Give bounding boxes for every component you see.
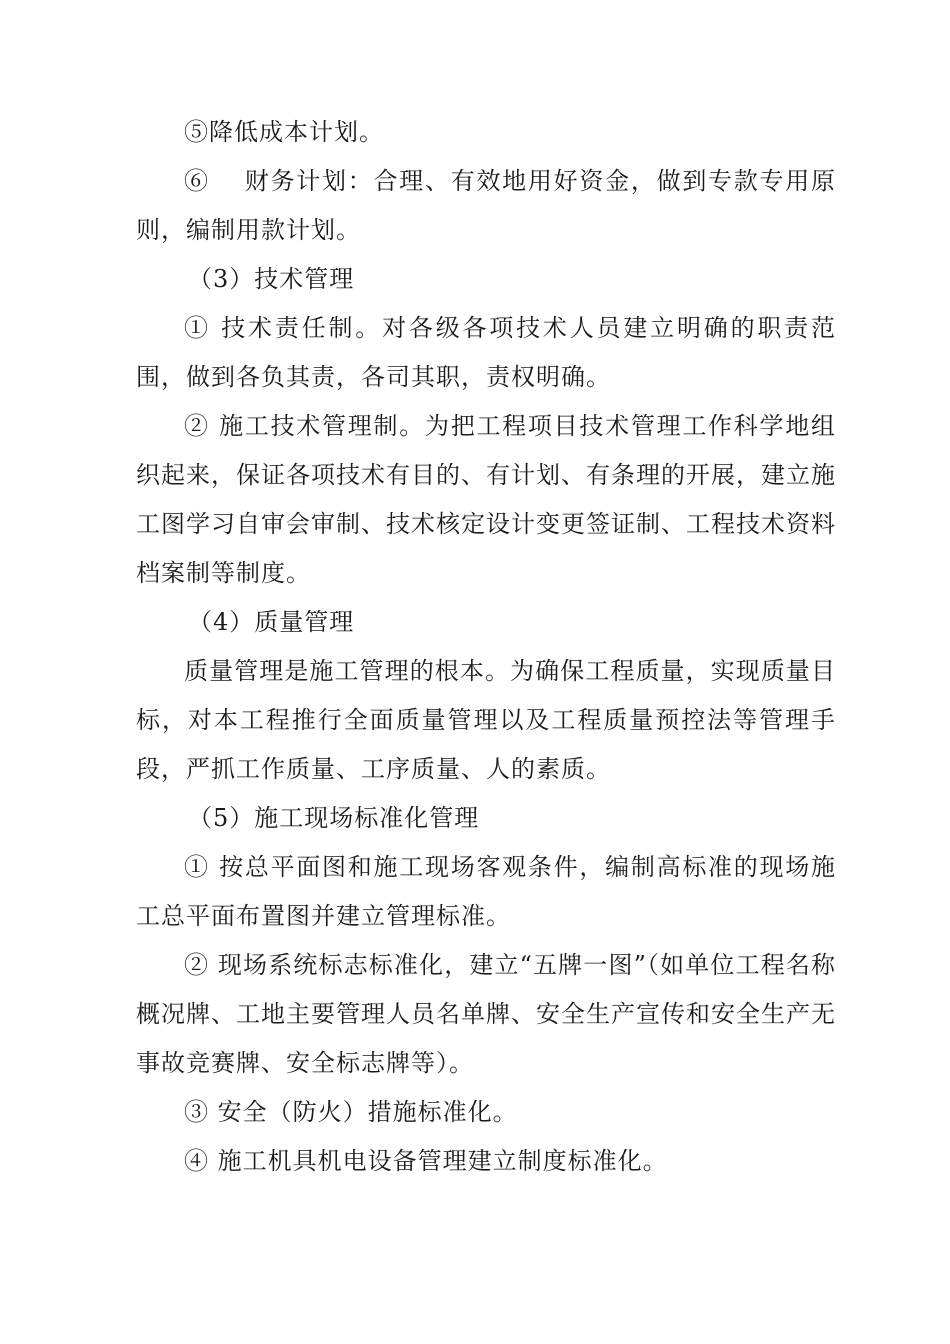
- paragraph-construction-technical-system: ② 施工技术管理制。为把工程项目技术管理工作科学地组织起来，保证各项技术有目的、有计划、有条理的开展，建立施工图学习自审会审制、技术核定设计变更签证制、工程技术资料档案制等制度。: [136, 412, 836, 587]
- heading-technical-management: （3）技术管理: [188, 265, 355, 293]
- heading-quality-management: （4）质量管理: [188, 608, 355, 636]
- heading-site-standardization: （5）施工现场标准化管理: [188, 804, 480, 832]
- paragraph-cost-plan: ⑤降低成本计划。: [184, 118, 384, 146]
- paragraph-safety-measures: ③ 安全（防火）措施标准化。: [184, 1098, 518, 1126]
- paragraph-site-layout: ① 按总平面图和施工现场客观条件，编制高标准的现场施工总平面布置图并建立管理标准。: [136, 853, 836, 930]
- document-body: [136, 108, 836, 1186]
- paragraph-technical-responsibility: ① 技术责任制。对各级各项技术人员建立明确的职责范围，做到各负其责，各司其职，责权明确。: [136, 314, 836, 391]
- paragraph-quality-management: 质量管理是施工管理的根本。为确保工程质量，实现质量目标，对本工程推行全面质量管理以及工程质量预控法等管理手段，严抓工作质量、工序质量、人的素质。: [136, 657, 836, 783]
- paragraph-site-signage: ② 现场系统标志标准化，建立“五牌一图”（如单位工程名称概况牌、工地主要管理人员名单牌、安全生产宣传和安全生产无事故竞赛牌、安全标志牌等）。: [136, 951, 836, 1077]
- paragraph-finance-plan: ⑥ 财务计划：合理、有效地用好资金，做到专款专用原则，编制用款计划。: [136, 167, 836, 244]
- paragraph-equipment-management: ④ 施工机具机电设备管理建立制度标准化。: [184, 1147, 668, 1175]
